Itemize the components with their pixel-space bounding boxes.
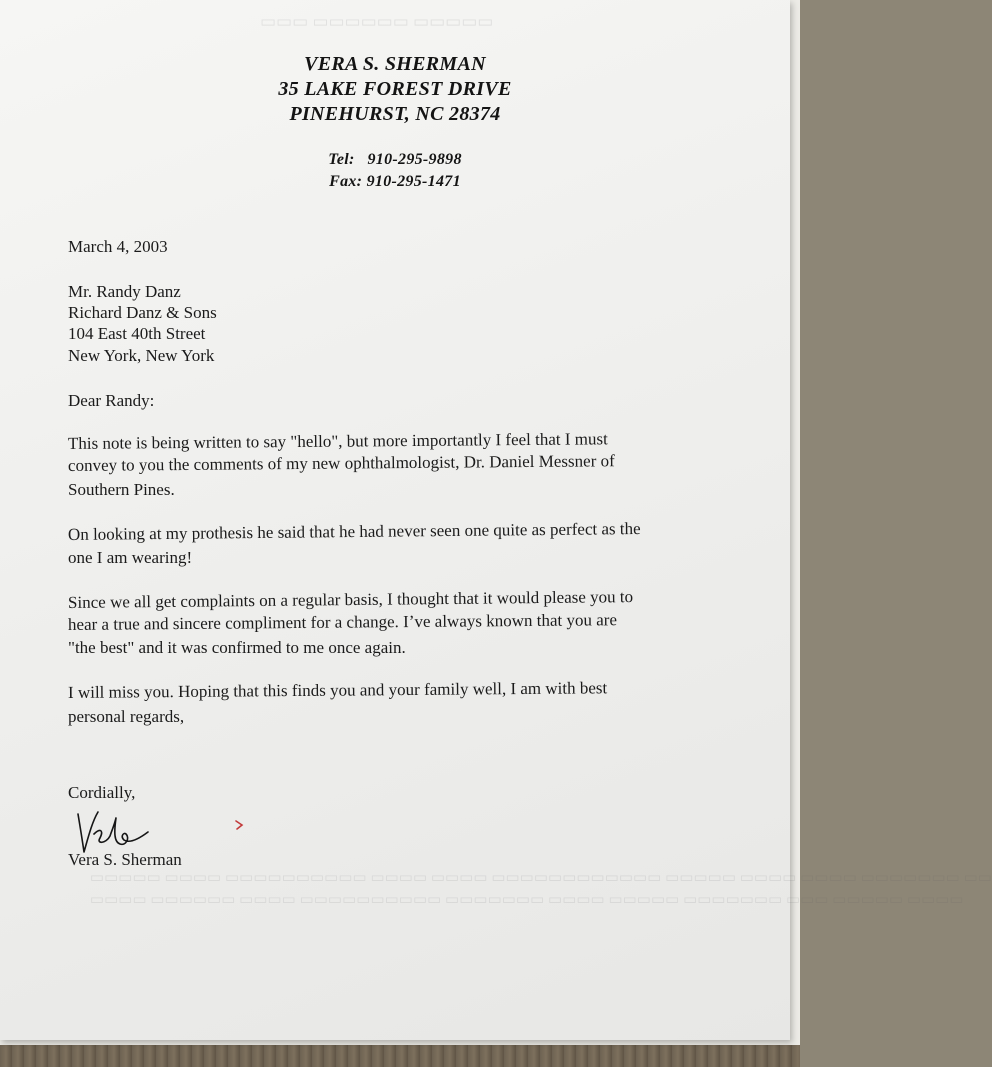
letterhead-name: VERA S. SHERMAN (304, 53, 486, 75)
letterhead-phone: Tel: 910-295-9898 (328, 151, 462, 168)
bleed-through-mark: ▭▭ ▭▭▭▭▭▭▭ ▭▭▭▭ ▭▭▭▭ ▭▭▭▭▭ ▭▭▭▭▭▭▭▭▭▭▭▭ ▭▭▭▭ ▭▭▭▭ ▭▭▭▭▭▭▭▭▭▭ ▭▭▭▭ ▭▭▭▭▭ (90, 870, 992, 886)
body-line: personal regards, (68, 707, 185, 726)
recipient-name: Mr. Randy Danz (68, 282, 181, 301)
letterhead-street: 35 LAKE FOREST DRIVE (278, 78, 512, 100)
salutation: Dear Randy: (68, 391, 155, 410)
body-line: Since we all get complaints on a regular basis, I thought that it would please you to (67, 587, 634, 612)
recipient-company: Richard Danz & Sons (68, 303, 217, 322)
letter-date: March 4, 2003 (68, 237, 168, 256)
closing: Cordially, (68, 783, 136, 802)
body-line: This note is being written to say "hello", but more importantly I feel that I must (67, 429, 608, 453)
bleed-through-mark: ▭▭▭▭ ▭▭▭▭▭ ▭▭▭ ▭▭▭▭▭▭▭ ▭▭▭▭▭ ▭▭▭▭ ▭▭▭▭▭▭▭ ▭▭▭▭▭▭▭▭▭▭ ▭▭▭▭ ▭▭▭▭▭▭ ▭▭▭▭ (90, 892, 964, 908)
body-line: hear a true and sincere compliment for a change. I’ve always known that you are (67, 610, 618, 634)
recipient-street: 104 East 40th Street (68, 324, 206, 343)
recipient-city: New York, New York (68, 346, 215, 365)
body-line: one I am wearing! (68, 548, 193, 567)
body-line: On looking at my prothesis he said that he had never seen one quite as perfect as the (67, 519, 641, 544)
body-line: I will miss you. Hoping that this finds you and your family well, I am with best (67, 678, 608, 702)
body-line: Southern Pines. (68, 480, 175, 499)
letterhead-fax: Fax: 910-295-1471 (329, 173, 461, 190)
signature-name: Vera S. Sherman (68, 850, 182, 869)
red-pen-mark (234, 818, 248, 832)
bleed-through-mark: ▭▭▭▭▭ ▭▭▭▭▭▭ ▭▭▭ (260, 12, 494, 31)
body-line: "the best" and it was confirmed to me once again. (68, 638, 406, 657)
body-line: convey to you the comments of my new ophthalmologist, Dr. Daniel Messner of (67, 451, 615, 475)
letterhead-city: PINEHURST, NC 28374 (289, 103, 501, 125)
